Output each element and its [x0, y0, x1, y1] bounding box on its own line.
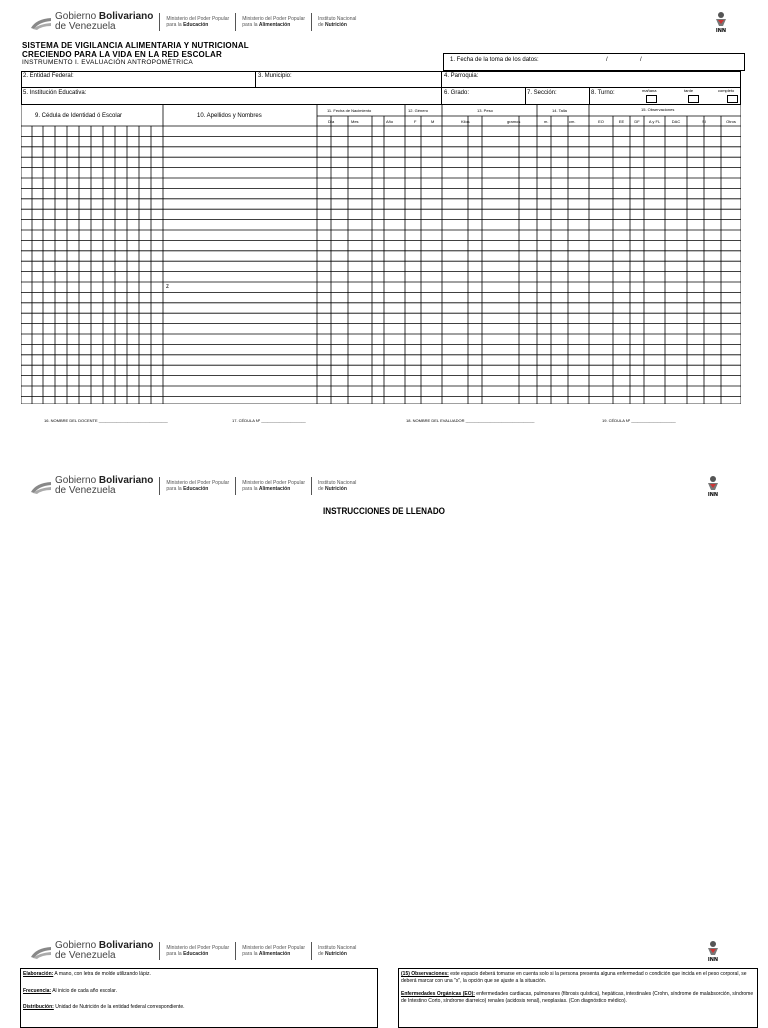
parroquia-field[interactable]: 4. Parroquia:	[444, 73, 479, 79]
frecuencia-instruction: Frecuencia: Al inicio de cada año escolar.	[23, 987, 117, 994]
title-line-2: CRECIENDO PARA LA VIDA EN LA RED ESCOLAR	[22, 50, 223, 59]
location-fields	[21, 71, 741, 105]
inn-logo-text: Instituto Nacional de Nutrición	[318, 16, 357, 28]
cedula-17-field[interactable]: 17. CÉDULA Nº ____________________	[232, 418, 306, 423]
inn-icon: INN	[702, 474, 724, 500]
fecha-label: 1. Fecha de la toma de los datos:	[450, 57, 539, 63]
sub-m-talla: m.	[544, 119, 549, 124]
turno-tarde-label: tarde	[684, 88, 694, 93]
instructions-left-box	[20, 968, 378, 1028]
obs-col-si: SI	[702, 119, 706, 124]
venezuela-flag-icon	[30, 479, 52, 493]
obs-col-dac: DAC	[671, 119, 681, 124]
col-genero-header: 12. Género	[408, 108, 429, 113]
stray-mark: z	[166, 284, 169, 290]
venezuela-flag-icon	[30, 944, 52, 958]
turno-completo-label: completo	[718, 88, 735, 93]
ministerio-alimentacion-logo: Ministerio del Poder Popular para la Alimentación	[242, 945, 306, 957]
sub-f: F	[414, 119, 417, 124]
col-peso-header: 13. Peso	[477, 108, 493, 113]
col-observaciones-header: 15. Observaciones	[641, 107, 675, 112]
seccion-field[interactable]: 7. Sección:	[527, 90, 557, 96]
observaciones-instruction: (15) Observaciones: este espacio deberá tomarse en cuenta solo si la persona presenta alguna enfermedad o condición que incida en el peso corporal, se deberá marcar con una "x", la opción que se ajuste a la situación.	[401, 971, 747, 984]
fecha-slash-2: /	[640, 57, 642, 63]
sub-mes: Mes	[351, 119, 359, 124]
turno-manana-checkbox[interactable]	[646, 95, 657, 103]
entidad-field[interactable]: 2. Entidad Federal:	[23, 73, 74, 79]
institucion-field[interactable]: 5. Institución Educativa:	[23, 90, 87, 96]
obs-col-eo: EO	[598, 119, 604, 124]
sub-cm: cm.	[569, 119, 576, 124]
form-title-block	[22, 41, 249, 67]
gobierno-logo: Gobierno Bolivariano de Venezuela	[55, 475, 154, 496]
sub-kilos: Kilos	[461, 119, 470, 124]
inn-logo-text: Instituto Nacional de Nutrición	[318, 480, 357, 492]
sub-m: M	[431, 119, 435, 124]
venezuela-flag-icon	[30, 15, 52, 29]
obs-col-ee: EE	[618, 119, 625, 124]
sub-ano: Año	[386, 119, 394, 124]
inn-icon: INN	[710, 10, 732, 36]
title-line-3: INSTRUMENTO I. EVALUACIÓN ANTROPOMÉTRICA	[22, 59, 194, 66]
obs-col-df: DF	[634, 119, 640, 124]
turno-label: 8. Turno:	[591, 90, 615, 96]
turno-completo-checkbox[interactable]	[727, 95, 738, 103]
obs-col-otros: Otros	[726, 119, 736, 124]
header-logos-3	[30, 935, 356, 967]
col-cedula-header: 9. Cédula de Identidad ó Escolar	[35, 113, 123, 119]
distribucion-instruction: Distribución: Unidad de Nutrición de la entidad federal correspondiente.	[23, 1004, 185, 1010]
gobierno-logo: Gobierno Bolivariano de Venezuela	[55, 940, 154, 961]
inn-logo-text: Instituto Nacional de Nutrición	[318, 945, 357, 957]
turno-tarde-checkbox[interactable]	[688, 95, 699, 103]
eo-instruction: Enfermedades Orgánicas (EO): enfermedades cardiacas, pulmonares (fibrosis quística), hepáticas, intestinales (Crohn, síndrome de malabsorción, síndrome de Intestino Corto, síndrome diarreico) renales (acidosis renal), neoplasias. (Con diagnóstico médico).	[401, 991, 754, 1004]
docente-signature-field[interactable]: 16. NOMBRE DEL DOCENTE _______________________________	[44, 418, 168, 423]
ministerio-educacion-logo: Ministerio del Poder Popular para la Educación	[166, 480, 230, 492]
obs-col-a-y-fl: A y FL	[648, 119, 661, 124]
ministerio-educacion-logo: Ministerio del Poder Popular para la Educación	[166, 945, 230, 957]
grado-field[interactable]: 6. Grado:	[444, 90, 470, 96]
fecha-slash-1: /	[606, 57, 608, 63]
header-logos-2	[30, 470, 356, 502]
evaluador-signature-field[interactable]: 18. NOMBRE DEL EVALUADOR _______________________________	[406, 418, 535, 423]
header-logos-1	[30, 6, 356, 38]
elaboracion-instruction: Elaboración: A mano, con letra de molde utilizando lápiz.	[23, 971, 151, 977]
col-fecha-nacimiento-header: 11. Fecha de Nacimiento	[327, 108, 372, 113]
sub-dia: Día	[328, 119, 335, 124]
anthropometric-table	[21, 104, 741, 404]
sub-gramos: gramos	[507, 119, 521, 124]
ministerio-alimentacion-logo: Ministerio del Poder Popular para la Alimentación	[242, 480, 306, 492]
ministerio-alimentacion-logo: Ministerio del Poder Popular para la Alimentación	[242, 16, 306, 28]
gobierno-logo: Gobierno Bolivariano de Venezuela	[55, 11, 154, 32]
inn-icon: INN	[702, 939, 724, 965]
col-talla-header: 14. Talla	[552, 108, 567, 113]
turno-manana-label: mañana	[642, 88, 657, 93]
instructions-title: INSTRUCCIONES DE LLENADO	[323, 506, 445, 516]
ministerio-educacion-logo: Ministerio del Poder Popular para la Educación	[166, 16, 230, 28]
title-line-1: SISTEMA DE VIGILANCIA ALIMENTARIA Y NUTRICIONAL	[22, 41, 249, 50]
cedula-19-field[interactable]: 19. CÉDULA Nº ____________________	[602, 418, 676, 423]
municipio-field[interactable]: 3. Municipio:	[258, 73, 292, 79]
instructions-right-box	[398, 968, 758, 1028]
col-nombres-header: 10. Apellidos y Nombres	[197, 113, 262, 119]
